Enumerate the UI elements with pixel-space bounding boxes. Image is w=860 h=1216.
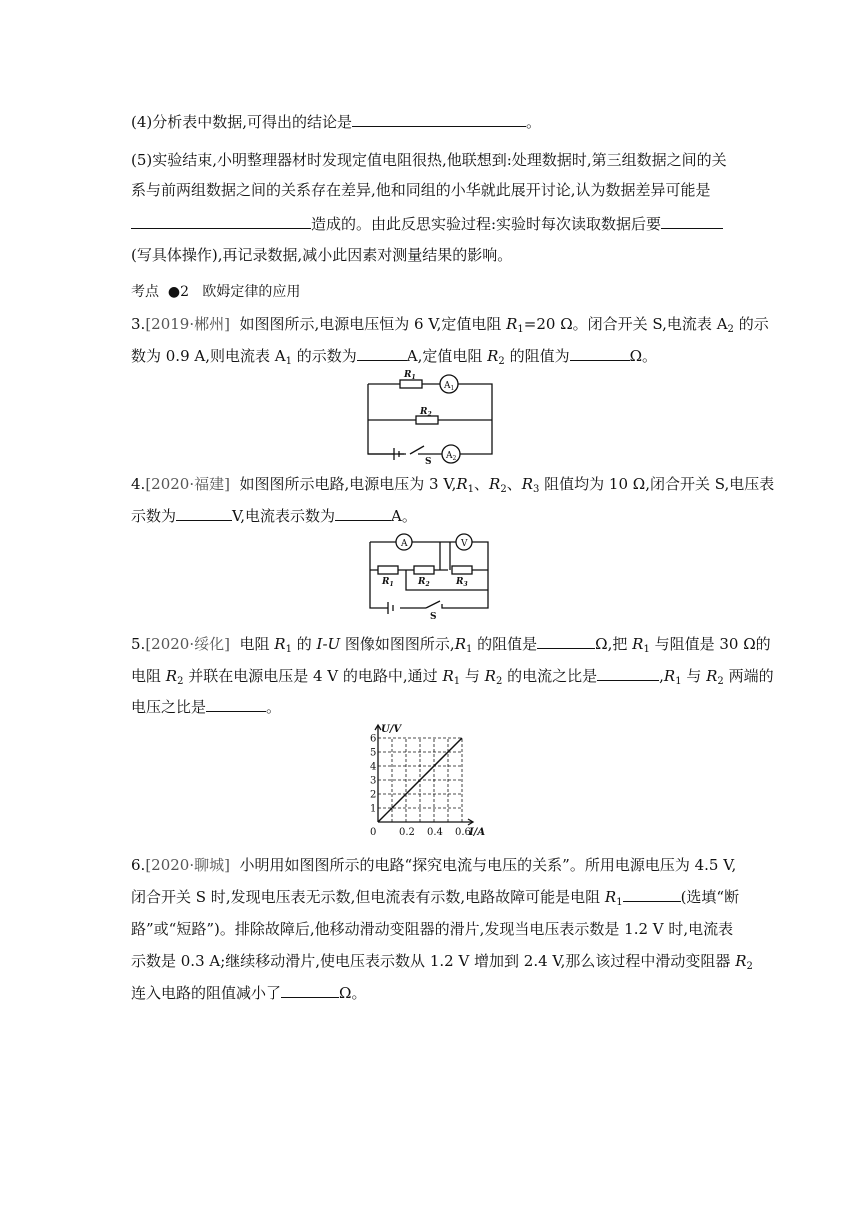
q3-line-1: 3.[2019·郴州] 如图图所示,电源电压恒为 6 V,定值电阻 $R_1=20$ Ω。闭合开关 S,电流表 $A_2$ 的示 [131,315,769,335]
q5-line-4: (写具体操作),再记录数据,减小此因素对测量结果的影响。 [131,246,513,264]
x-tick-label: 0.4 [427,827,443,838]
answer-blank[interactable] [176,506,232,521]
q6-line-2: 闭合开关 S 时,发现电压表无示数,但电流表有示数,电路故障可能是电阻 $R_1$ (选填“断 [131,888,740,908]
answer-blank[interactable] [357,346,407,361]
q4b-line-1: 4.[2020·福建] 如图图所示电路,电源电压为 3 $V,R_1$、$R_2$、$R_3$ 阻值均为 10 Ω,闭合开关 S,电压表 [131,475,775,495]
q5-line-1: (5)实验结束,小明整理器材时发现定值电阻很热,他联想到:处理数据时,第三组数据之间的关 [131,151,727,169]
svg-text:A2: $A_2$ [446,451,457,462]
svg-text:A: A [401,539,408,549]
y-tick-label: 3 [370,775,377,787]
y-tick-label: 5 [370,747,377,759]
q4-line: (4)分析表中数据,可得出的结论是 。 [131,113,542,131]
switch-s [410,446,424,454]
answer-blank[interactable] [352,112,526,127]
q5b-line-1: 5.[2020·绥化] 电阻 $R_1$ 的 I-U 图像如图图所示$,R_1$ 的阻值是 Ω,把 $R_1$ 与阻值是 30 Ω的 [131,635,771,655]
q5-line-2: 系与前两组数据之间的关系存在差异,他和同组的小华就此展开讨论,认为数据差异可能是 [131,181,711,199]
q5-line-3: 造成的。由此反思实验过程:实验时每次读取数据后要 [131,214,723,234]
answer-blank[interactable] [131,214,311,229]
answer-blank[interactable] [335,506,391,521]
svg-text:S: S [425,457,432,467]
resistor-r3 [452,566,472,574]
q5b-line-2: 电阻 $R_2$ 并联在电源电压是 4 V 的电路中,通过 $R_1$ 与 $R_2$ 的电流之比是 $,R_1$ 与 $R_2$ 两端的 [131,667,774,687]
svg-text:A1: $A_1$ [444,381,455,392]
answer-blank[interactable] [537,634,595,649]
svg-text:V: V [461,539,468,549]
y-tick-label: 6 [370,733,377,745]
section-header: 考点 ●2 欧姆定律的应用 [131,284,301,300]
resistor-r2 [414,566,434,574]
resistor-r1 [378,566,398,574]
q6-line-4: 示数是 0.3 A;继续移动滑片,使电压表示数从 1.2 V 增加到 2.4 V,那么该过程中滑动变阻器 $R_2$ [131,952,753,972]
y-tick-label: 4 [370,761,377,773]
x-tick-label: 0.2 [399,827,415,838]
iu-chart [364,722,494,840]
q4b-line-2: 示数为 V,电流表示数为 A。 [131,507,417,525]
svg-text:R1: $R_1$ [382,577,394,588]
svg-text:R3: $R_3$ [456,577,468,588]
q3-line-2: 数为 0.9 A,则电流表 $A_1$ 的示数为 A,定值电阻 $R_2$ 的阻值为 Ω。 [131,347,658,367]
svg-text:R2: $R_2$ [418,577,430,588]
resistor-r1 [400,380,422,388]
q6-line-1: 6.[2020·聊城] 小明用如图图所示的电路“探究电流与电压的关系”。所用电源电压为 4.5 V, [131,856,737,874]
svg-text:S: S [430,612,437,622]
q5b-line-3: 电压之比是 。 [131,698,282,716]
switch-s [426,601,440,608]
q3-circuit-diagram [364,370,496,467]
answer-blank[interactable] [570,346,630,361]
svg-text:R2: $R_2$ [420,407,432,418]
y-tick-label: 2 [370,789,377,801]
svg-text:R1: $R_1$ [404,370,416,381]
answer-blank[interactable] [661,214,723,229]
y-tick-label: 1 [370,803,377,815]
q4-circuit-diagram [364,532,492,622]
answer-blank[interactable] [281,983,339,998]
chart-x-axis-label: I/A [469,827,486,838]
q6-line-3: 路”或“短路”)。排除故障后,他移动滑动变阻器的滑片,发现当电压表示数是 1.2 V 时,电流表 [131,920,734,938]
x-tick-label: 0.6 [455,827,471,838]
chart-y-axis-label: U/V [381,724,402,735]
q6-line-5: 连入电路的阻值减小了 Ω。 [131,984,367,1002]
answer-blank[interactable] [206,697,266,712]
answer-blank[interactable] [597,666,659,681]
answer-blank[interactable] [623,887,681,902]
x-tick-label: 0 [370,827,377,838]
